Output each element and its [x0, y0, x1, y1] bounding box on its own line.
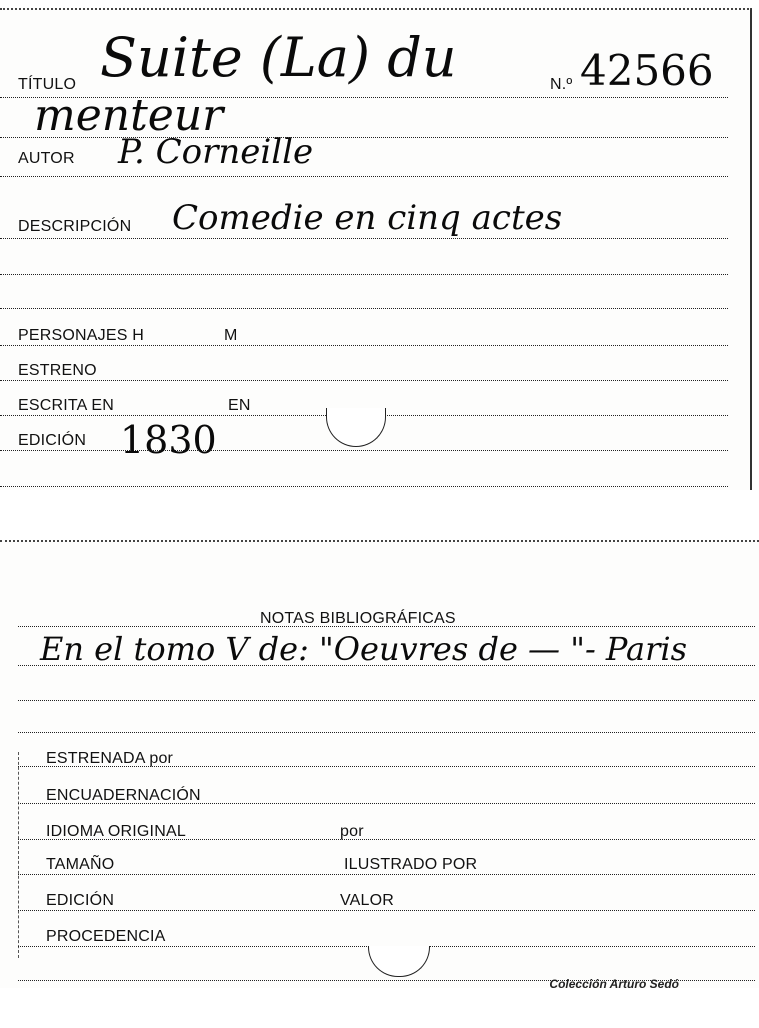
- personajes-label: PERSONAJES H: [18, 327, 144, 344]
- rule-line: [0, 308, 728, 309]
- notas-label: NOTAS BIBLIOGRÁFICAS: [260, 610, 456, 627]
- rule-line: [18, 874, 755, 875]
- por-label: por: [340, 823, 364, 840]
- card-notch: [368, 946, 430, 977]
- procedencia-label: PROCEDENCIA: [46, 928, 166, 945]
- numero-label: N.º: [550, 76, 573, 93]
- escrita-label: ESCRITA EN: [18, 397, 114, 414]
- autor-value: P. Corneille: [118, 132, 314, 172]
- descripcion-value: Comedie en cinq actes: [172, 198, 563, 238]
- rule-line: [0, 486, 728, 487]
- estreno-label: ESTRENO: [18, 362, 97, 379]
- descripcion-label: DESCRIPCIÓN: [18, 218, 132, 235]
- encuadernacion-label: ENCUADERNACIÓN: [46, 787, 201, 804]
- numero-value: 42566: [580, 46, 714, 95]
- back-card: [0, 540, 759, 991]
- notas-value: En el tomo V de: "Oeuvres de — "- Paris: [40, 630, 688, 668]
- rule-line: [0, 274, 728, 275]
- rule-line: [0, 450, 728, 451]
- personajes-m-label: M: [224, 327, 238, 344]
- tamano-label: TAMAÑO: [46, 856, 115, 873]
- autor-label: AUTOR: [18, 150, 75, 167]
- rule-line: [18, 910, 755, 911]
- back-edicion-label: EDICIÓN: [46, 892, 115, 909]
- edicion-value: 1830: [120, 418, 217, 462]
- titulo-label: TÍTULO: [18, 76, 77, 93]
- idioma-label: IDIOMA ORIGINAL: [46, 823, 186, 840]
- card-notch: [326, 408, 386, 447]
- edicion-label: EDICIÓN: [18, 432, 87, 449]
- titulo-value: Suite (La) du: [100, 26, 457, 89]
- rule-line: [18, 700, 755, 701]
- rule-line: [18, 732, 755, 733]
- estrenada-label: ESTRENADA por: [46, 750, 174, 767]
- collection-footer: Colección Arturo Sedó: [549, 977, 679, 991]
- rule-line: [0, 380, 728, 381]
- titulo-value-line2: menteur: [34, 90, 224, 141]
- rule-line: [0, 345, 728, 346]
- rule-line: [0, 238, 728, 239]
- front-card: [0, 8, 752, 490]
- valor-label: VALOR: [340, 892, 395, 909]
- ilustrado-label: ILUSTRADO POR: [344, 856, 478, 873]
- en-label: EN: [228, 397, 251, 414]
- card-edge: [18, 752, 19, 958]
- rule-line: [0, 176, 728, 177]
